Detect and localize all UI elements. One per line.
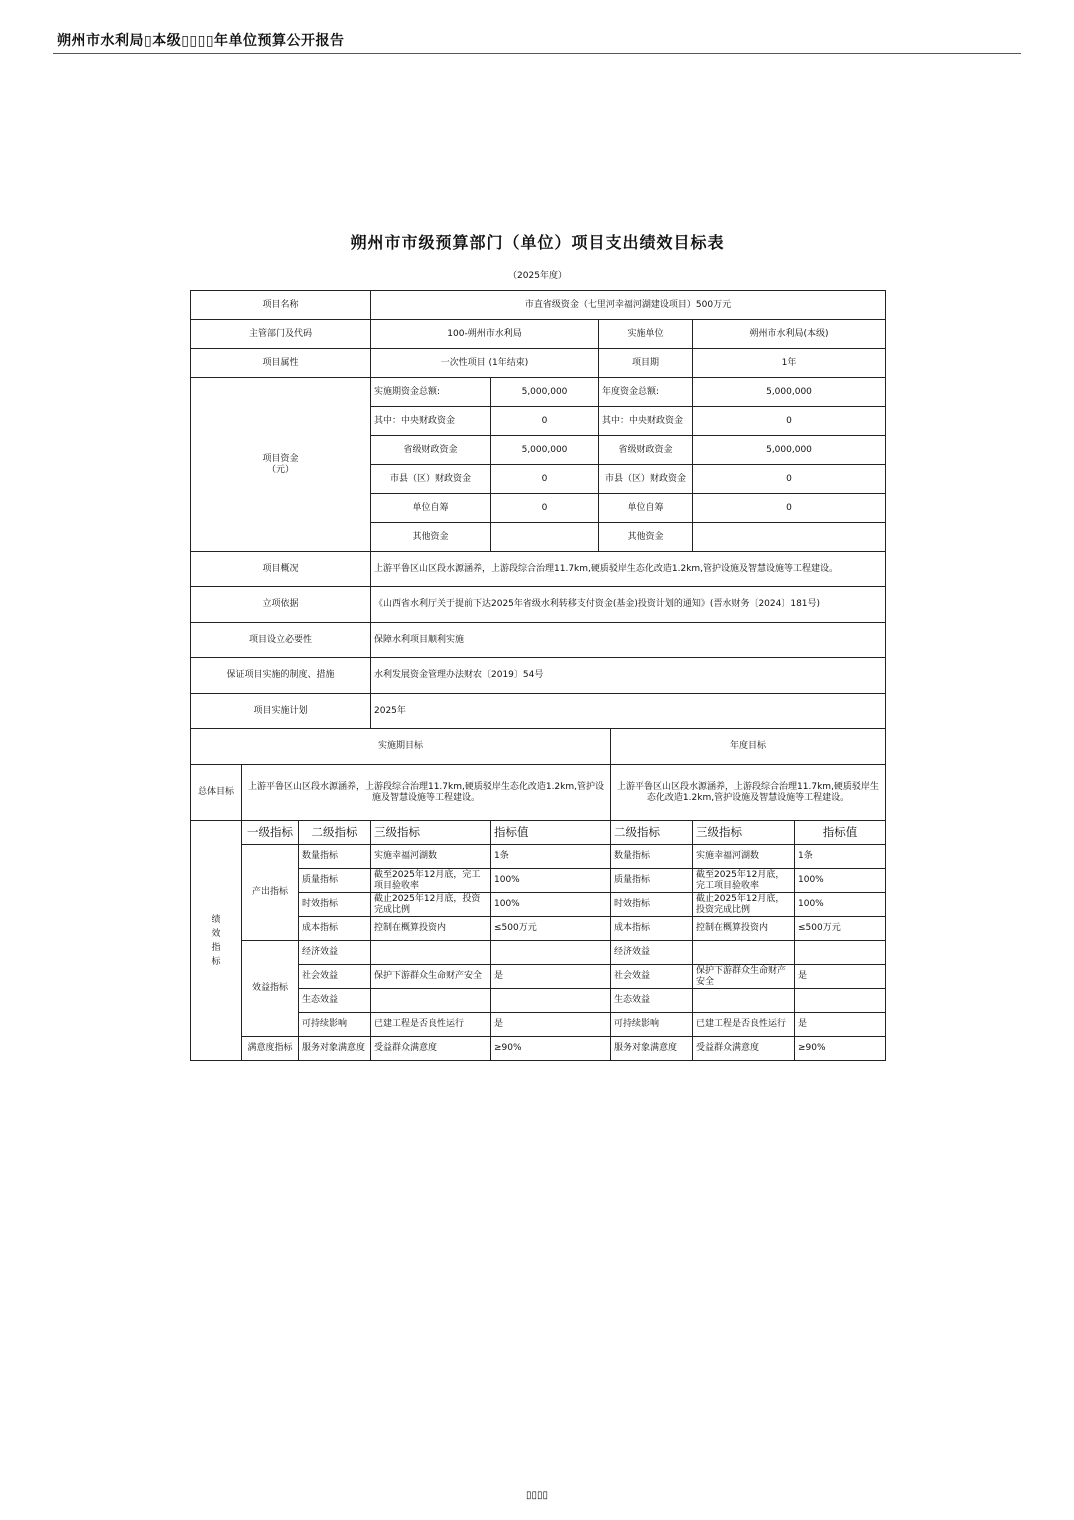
annual-level2-header: 二级指标	[611, 821, 693, 845]
annual-value: 是	[795, 1013, 886, 1037]
necessity-label: 项目设立必要性	[191, 623, 371, 658]
output-indicators-label: 产出指标	[242, 845, 299, 941]
perf-value: 100%	[491, 869, 611, 893]
value-header: 指标值	[491, 821, 611, 845]
annual-level2: 时效指标	[611, 893, 693, 917]
funds-period-label: 市县（区）财政资金	[371, 465, 491, 494]
annual-level3: 实施幸福河湖数	[693, 845, 795, 869]
funds-annual-label: 其他资金	[599, 523, 693, 552]
level1-header: 一级指标	[242, 821, 299, 845]
row-department	[191, 320, 886, 349]
annual-level3: 截至2025年12月底，完工项目验收率	[693, 869, 795, 893]
annual-value: 100%	[795, 893, 886, 917]
annual-goal-text: 上游平鲁区山区段水源涵养，上游段综合治理11.7km,硬质驳岸生态化改造1.2km,管护设施及智慧设施等工程建设。	[611, 765, 886, 821]
annual-level3: 控制在概算投资内	[693, 917, 795, 941]
funds-period-value: 5,000,000	[491, 436, 599, 465]
measures-label: 保证项目实施的制度、措施	[191, 658, 371, 694]
annual-level2: 服务对象满意度	[611, 1037, 693, 1061]
perf-level2: 服务对象满意度	[299, 1037, 371, 1061]
perf-row	[191, 1037, 886, 1061]
plan-label: 项目实施计划	[191, 694, 371, 729]
perf-level2: 时效指标	[299, 893, 371, 917]
funds-period-value	[491, 523, 599, 552]
funds-annual-label: 省级财政资金	[599, 436, 693, 465]
annual-level2: 成本指标	[611, 917, 693, 941]
funds-period-label: 单位自筹	[371, 494, 491, 523]
period-goal-text: 上游平鲁区山区段水源涵养，上游段综合治理11.7km,硬质驳岸生态化改造1.2km,管护设施及智慧设施等工程建设。	[242, 765, 611, 821]
period-goal-header: 实施期目标	[191, 729, 611, 765]
funds-period-label: 其中：中央财政资金	[371, 407, 491, 436]
attribute-label: 项目属性	[191, 349, 371, 378]
header-divider	[53, 53, 1021, 54]
funds-label	[191, 378, 371, 552]
perf-level2: 经济效益	[299, 941, 371, 965]
annual-level2: 数量指标	[611, 845, 693, 869]
annual-level3: 截止2025年12月底，投资完成比例	[693, 893, 795, 917]
perf-value: 100%	[491, 893, 611, 917]
benefit-indicators-label: 效益指标	[242, 941, 299, 1037]
overview-label: 项目概况	[191, 552, 371, 587]
row-plan	[191, 694, 886, 729]
row-project-name	[191, 291, 886, 320]
perf-value: 是	[491, 1013, 611, 1037]
perf-level2: 可持续影响	[299, 1013, 371, 1037]
funds-period-label: 其他资金	[371, 523, 491, 552]
plan-value: 2025年	[371, 694, 886, 729]
annual-value: 100%	[795, 869, 886, 893]
basis-label: 立项依据	[191, 587, 371, 623]
overall-goal-label: 总体目标	[191, 765, 242, 821]
funds-period-label: 实施期资金总额:	[371, 378, 491, 407]
funds-annual-value	[693, 523, 886, 552]
annual-level3: 受益群众满意度	[693, 1037, 795, 1061]
row-goal-headers	[191, 729, 886, 765]
funds-annual-label: 单位自筹	[599, 494, 693, 523]
form-year: （2025年度）	[508, 271, 567, 281]
overview-value: 上游平鲁区山区段水源涵养，上游段综合治理11.7km,硬质驳岸生态化改造1.2km,管护设施及智慧设施等工程建设。	[371, 552, 886, 587]
basis-value: 《山西省水利厅关于提前下达2025年省级水利转移支付资金(基金)投资计划的通知》(晋水财务〔2024〕181号)	[371, 587, 886, 623]
report-header-title: 朔州市水利局▯本级▯▯▯▯年单位预算公开报告	[57, 33, 345, 49]
period-value: 1年	[693, 349, 886, 378]
impl-unit-label: 实施单位	[599, 320, 693, 349]
annual-level2: 经济效益	[611, 941, 693, 965]
perf-value: ≥90%	[491, 1037, 611, 1061]
perf-value	[491, 941, 611, 965]
row-overview	[191, 552, 886, 587]
funds-period-label: 省级财政资金	[371, 436, 491, 465]
annual-level2: 可持续影响	[611, 1013, 693, 1037]
funds-period-value: 0	[491, 494, 599, 523]
perf-value: 是	[491, 965, 611, 989]
annual-value	[795, 989, 886, 1013]
annual-level3: 已建工程是否良性运行	[693, 1013, 795, 1037]
perf-level3: 截至2025年12月底，完工项目验收率	[371, 869, 491, 893]
funds-annual-label: 年度资金总额:	[599, 378, 693, 407]
row-overall-goal	[191, 765, 886, 821]
perf-level2: 社会效益	[299, 965, 371, 989]
perf-level3	[371, 989, 491, 1013]
funds-unit-text: （元）	[266, 464, 294, 475]
funds-annual-label: 市县（区）财政资金	[599, 465, 693, 494]
perf-level2: 数量指标	[299, 845, 371, 869]
measures-value: 水利发展资金管理办法财农〔2019〕54号	[371, 658, 886, 694]
annual-level2: 社会效益	[611, 965, 693, 989]
perf-level3: 保护下游群众生命财产安全	[371, 965, 491, 989]
annual-level3-header: 三级指标	[693, 821, 795, 845]
annual-level2: 质量指标	[611, 869, 693, 893]
perf-level3: 受益群众满意度	[371, 1037, 491, 1061]
performance-target-table	[190, 290, 886, 1061]
funds-annual-value: 0	[693, 494, 886, 523]
level3-header: 三级指标	[371, 821, 491, 845]
annual-level2: 生态效益	[611, 989, 693, 1013]
funds-annual-value: 5,000,000	[693, 436, 886, 465]
perf-level3: 实施幸福河湖数	[371, 845, 491, 869]
annual-level3	[693, 989, 795, 1013]
annual-value-header: 指标值	[795, 821, 886, 845]
funds-annual-label: 其中：中央财政资金	[599, 407, 693, 436]
funds-period-value: 5,000,000	[491, 378, 599, 407]
annual-level3	[693, 941, 795, 965]
perf-header-row	[191, 821, 886, 845]
project-name-value: 市直省级资金（七里河幸福河湖建设项目）500万元	[371, 291, 886, 320]
funds-period-value: 0	[491, 465, 599, 494]
perf-level3	[371, 941, 491, 965]
perf-level3: 控制在概算投资内	[371, 917, 491, 941]
necessity-value: 保障水利项目顺利实施	[371, 623, 886, 658]
row-basis	[191, 587, 886, 623]
perf-level3: 截止2025年12月底，投资完成比例	[371, 893, 491, 917]
row-attribute	[191, 349, 886, 378]
satisfaction-indicators-label: 满意度指标	[242, 1037, 299, 1061]
perf-level2: 生态效益	[299, 989, 371, 1013]
perf-level3: 已建工程是否良性运行	[371, 1013, 491, 1037]
perf-indicators-label	[191, 821, 242, 1061]
annual-level3: 保护下游群众生命财产安全	[693, 965, 795, 989]
perf-level2: 成本指标	[299, 917, 371, 941]
perf-value	[491, 989, 611, 1013]
project-name-label: 项目名称	[191, 291, 371, 320]
funds-row	[191, 378, 886, 407]
annual-value	[795, 941, 886, 965]
funds-annual-value: 5,000,000	[693, 378, 886, 407]
perf-indicators-text: 绩效指标	[211, 914, 221, 967]
funds-annual-value: 0	[693, 465, 886, 494]
perf-row	[191, 845, 886, 869]
form-title: 朔州市市级预算部门（单位）项目支出绩效目标表	[350, 233, 725, 252]
annual-value: ≥90%	[795, 1037, 886, 1061]
perf-row	[191, 941, 886, 965]
funds-annual-value: 0	[693, 407, 886, 436]
annual-goal-header: 年度目标	[611, 729, 886, 765]
annual-value: 1条	[795, 845, 886, 869]
row-necessity	[191, 623, 886, 658]
funds-label-text: 项目资金	[262, 453, 299, 464]
annual-value: 是	[795, 965, 886, 989]
page-number: ▯▯▯▯	[525, 1490, 548, 1501]
department-value: 100-朔州市水利局	[371, 320, 599, 349]
annual-value: ≤500万元	[795, 917, 886, 941]
department-label: 主管部门及代码	[191, 320, 371, 349]
funds-period-value: 0	[491, 407, 599, 436]
level2-header: 二级指标	[299, 821, 371, 845]
attribute-value: 一次性项目 (1年结束)	[371, 349, 599, 378]
impl-unit-value: 朔州市水利局(本级)	[693, 320, 886, 349]
perf-value: 1条	[491, 845, 611, 869]
perf-level2: 质量指标	[299, 869, 371, 893]
perf-value: ≤500万元	[491, 917, 611, 941]
row-measures	[191, 658, 886, 694]
period-label: 项目期	[599, 349, 693, 378]
